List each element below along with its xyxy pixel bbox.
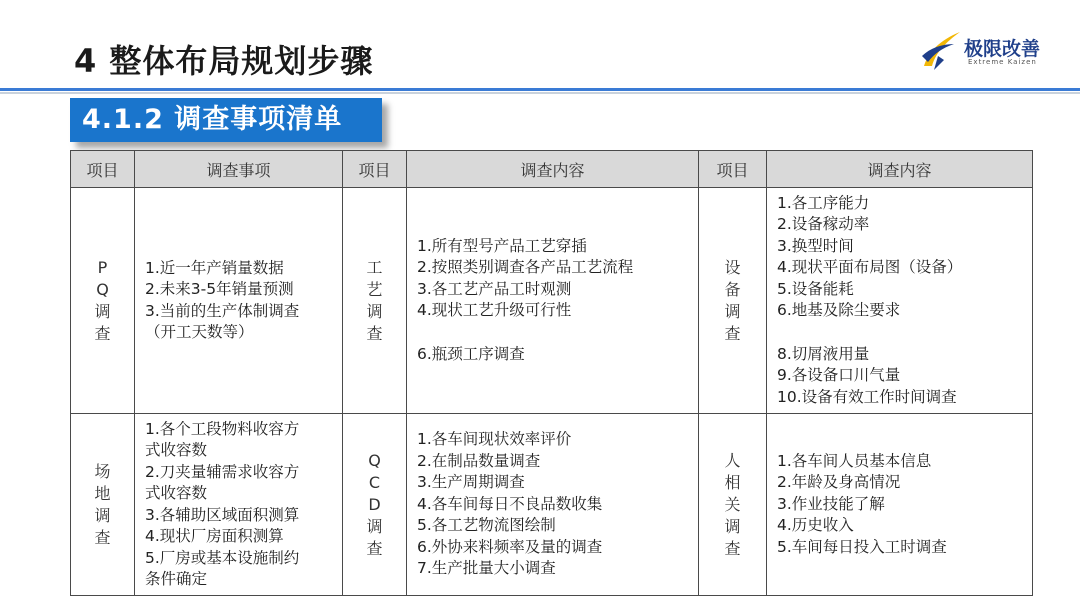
list-item: 2.未来3-5年销量预测	[145, 280, 294, 298]
category-char: 查	[724, 323, 741, 343]
category-char: 查	[366, 323, 383, 343]
items-cell	[407, 188, 699, 414]
header-cell: 项目	[343, 151, 407, 188]
list-item: 式收容数	[145, 441, 208, 459]
table-row	[71, 188, 1033, 414]
list-item: 4.各车间每日不良品数收集	[417, 494, 603, 513]
logo-subtitle: Extreme Kaizen	[968, 58, 1037, 66]
category-char: 地	[94, 483, 111, 503]
list-item: 6.外协来料频率及量的调查	[417, 537, 603, 556]
category-char: 调	[724, 301, 741, 321]
category-char: Q	[96, 279, 109, 299]
list-item: 1.所有型号产品工艺穿插	[417, 236, 587, 255]
header-divider-shadow	[0, 92, 1080, 94]
list-item: 7.生产批量大小调查	[417, 559, 556, 578]
list-item: 式收容数	[145, 484, 208, 502]
category-char: 关	[724, 494, 741, 514]
list-item: 5.各工艺物流图绘制	[417, 516, 556, 535]
header-divider	[0, 88, 1080, 91]
section-title: 4.1.2 调查事项清单	[70, 98, 382, 142]
category-char: 工	[366, 257, 383, 277]
category-char: 查	[366, 538, 383, 558]
list-item: 3.各辅助区域面积测算	[145, 505, 300, 524]
category-char: 备	[724, 279, 741, 299]
list-item: 3.换型时间	[777, 236, 854, 255]
list-item: 10.设备有效工作时间调查	[777, 387, 957, 406]
list-item: 6.地基及除尘要求	[777, 301, 901, 320]
items-cell	[135, 188, 343, 414]
items-cell	[407, 414, 699, 596]
category-char: 调	[366, 301, 383, 321]
list-item: 5.厂房或基本设施制约	[145, 548, 300, 567]
category-cell	[343, 188, 407, 414]
table-header-row	[71, 151, 1033, 188]
category-char: C	[368, 472, 381, 492]
header-cell: 项目	[699, 151, 767, 188]
list-item: 1.各个工段物料收容方	[145, 419, 300, 438]
list-item: 3.当前的生产体制调查	[145, 301, 300, 320]
items-cell	[767, 414, 1033, 596]
list-item: 1.各工序能力	[777, 193, 870, 212]
item-spacer	[777, 322, 1026, 344]
category-cell	[71, 188, 135, 414]
category-char: 调	[366, 516, 383, 536]
category-char: 人	[724, 450, 741, 470]
category-char: 调	[94, 301, 111, 321]
header-cell: 调查事项	[135, 151, 343, 188]
list-item: 2.刀夹量辅需求收容方	[145, 462, 300, 481]
list-item: 5.车间每日投入工时调查	[777, 537, 947, 556]
list-item: 3.生产周期调查	[417, 473, 525, 492]
category-cell	[699, 414, 767, 596]
category-char: P	[97, 257, 108, 277]
items-cell	[767, 188, 1033, 414]
page-title: 4 整体布局规划步骤	[74, 42, 374, 80]
category-char: 查	[94, 527, 111, 547]
list-item: 1.近一年产销量数据	[145, 258, 284, 277]
list-item: （开工天数等）	[145, 323, 254, 341]
category-char: 艺	[366, 279, 383, 299]
category-char: 调	[724, 516, 741, 536]
list-item: 9.各设备口川气量	[777, 366, 901, 385]
list-item: 8.切屑液用量	[777, 344, 870, 363]
list-item: 3.作业技能了解	[777, 494, 885, 513]
list-item: 2.年龄及身高情况	[777, 473, 901, 492]
list-item: 1.各车间人员基本信息	[777, 451, 932, 470]
category-char: 场	[94, 461, 111, 481]
extreme-kaizen-logo-icon	[920, 26, 964, 72]
list-item: 2.设备稼动率	[777, 215, 870, 234]
category-char: Q	[368, 450, 381, 470]
items-cell	[135, 414, 343, 596]
list-item: 4.历史收入	[777, 516, 854, 535]
header-cell: 项目	[71, 151, 135, 188]
list-item: 条件确定	[145, 570, 208, 588]
header-cell: 调查内容	[407, 151, 699, 188]
category-char: 相	[724, 472, 741, 492]
list-item: 1.各车间现状效率评价	[417, 430, 572, 449]
item-spacer	[417, 322, 692, 344]
header-cell: 调查内容	[767, 151, 1033, 188]
category-cell	[71, 414, 135, 596]
company-logo	[920, 26, 1060, 72]
survey-table	[70, 150, 1033, 596]
category-char: 查	[94, 323, 111, 343]
category-char: 设	[724, 257, 741, 277]
category-char: D	[368, 494, 381, 514]
category-char: 调	[94, 505, 111, 525]
list-item: 5.设备能耗	[777, 279, 854, 298]
logo-name: 极限改善	[964, 38, 1041, 60]
category-cell	[699, 188, 767, 414]
list-item: 6.瓶颈工序调查	[417, 344, 525, 363]
category-char: 查	[724, 538, 741, 558]
category-cell	[343, 414, 407, 596]
list-item: 2.在制品数量调查	[417, 451, 541, 470]
list-item: 4.现状工艺升级可行性	[417, 301, 572, 320]
table-row	[71, 414, 1033, 596]
list-item: 2.按照类别调查各产品工艺流程	[417, 258, 634, 277]
list-item: 4.现状厂房面积测算	[145, 527, 284, 545]
list-item: 4.现状平面布局图（设备）	[777, 258, 963, 277]
list-item: 3.各工艺产品工时观测	[417, 279, 572, 298]
